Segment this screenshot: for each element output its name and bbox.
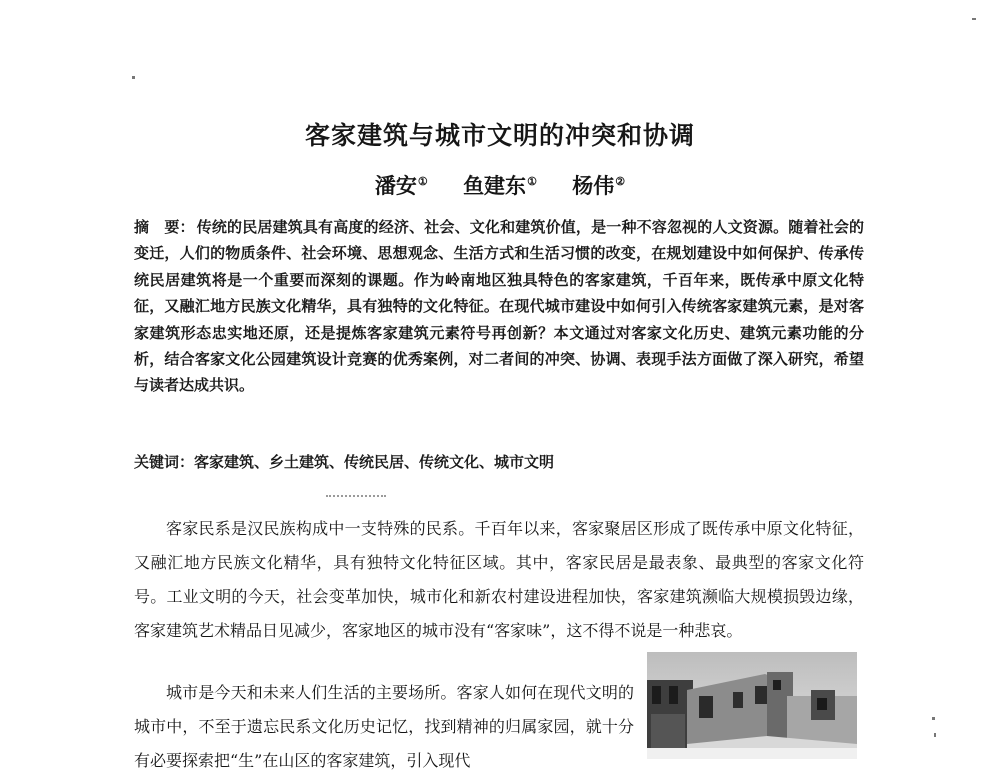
affiliation-mark: ① <box>527 175 537 188</box>
keywords-text: 客家建筑、乡土建筑、传统民居、传统文化、城市文明 <box>194 453 555 471</box>
body-paragraph-2: 城市是今天和未来人们生活的主要场所。客家人如何在现代文明的城市中，不至于遗忘民系文化历史记忆，找到精神的归属家园，就十分有必要探索把“生”在山区的客家建筑，引入现代 <box>134 683 634 770</box>
author-2 <box>463 170 537 200</box>
author-1 <box>375 170 428 200</box>
author-name: 杨伟 <box>572 173 615 198</box>
affiliation-mark: ① <box>417 175 428 188</box>
author-3 <box>572 170 625 200</box>
author-name: 鱼建东 <box>463 173 527 198</box>
abstract-label: 摘 要： <box>134 218 195 236</box>
hakka-building-photo <box>647 652 857 759</box>
author-list <box>0 170 1000 200</box>
paper-title: 客家建筑与城市文明的冲突和协调 <box>304 121 695 150</box>
scan-speck <box>972 18 976 20</box>
scan-speck <box>934 733 936 737</box>
abstract <box>134 214 864 399</box>
photo-illustration <box>647 652 857 759</box>
scan-speck <box>132 76 135 79</box>
scan-speck <box>932 717 935 720</box>
body-paragraph-1: 客家民系是汉民族构成中一支特殊的民系。千百年以来，客家聚居区形成了既传承中原文化特征，又融汇地方民族文化精华，具有独特文化特征区域。其中，客家民居是最表象、最典型的客家文化符号。工业文明的今天，社会变革加快，城市化和新农村建设进程加快，客家建筑濒临大规模损毁边缘，客家建筑艺术精品日见减少，客家地区的城市没有“客家味”，这不得不说是一种悲哀。 <box>134 519 864 640</box>
section-divider <box>326 495 386 499</box>
abstract-text: 传统的民居建筑具有高度的经济、社会、文化和建筑价值，是一种不容忽视的人文资源。随着社会的变迁，人们的物质条件、社会环境、思想观念、生活方式和生活习惯的改变，在规划建设中如何保护、传承传统民居建筑将是一个重要而深刻的课题。作为岭南地区独具特色的客家建筑，千百年来，既传承中原文化特征，又融汇地方民族文化精华，具有独特的文化特征。在现代城市建设中如何引入传统客家建筑元素，是对客家建筑形态忠实地还原，还是提炼客家建筑元素符号再创新？本文通过对客家文化历史、建筑元素功能的分析，结合客家文化公园建筑设计竞赛的优秀案例，对二者间的冲突、协调、表现手法方面做了深入研究，希望与读者达成共识。 <box>134 218 864 395</box>
affiliation-mark: ② <box>615 175 626 188</box>
author-name: 潘安 <box>374 173 417 198</box>
keywords-label: 关键词： <box>134 453 195 471</box>
keywords <box>134 450 864 474</box>
